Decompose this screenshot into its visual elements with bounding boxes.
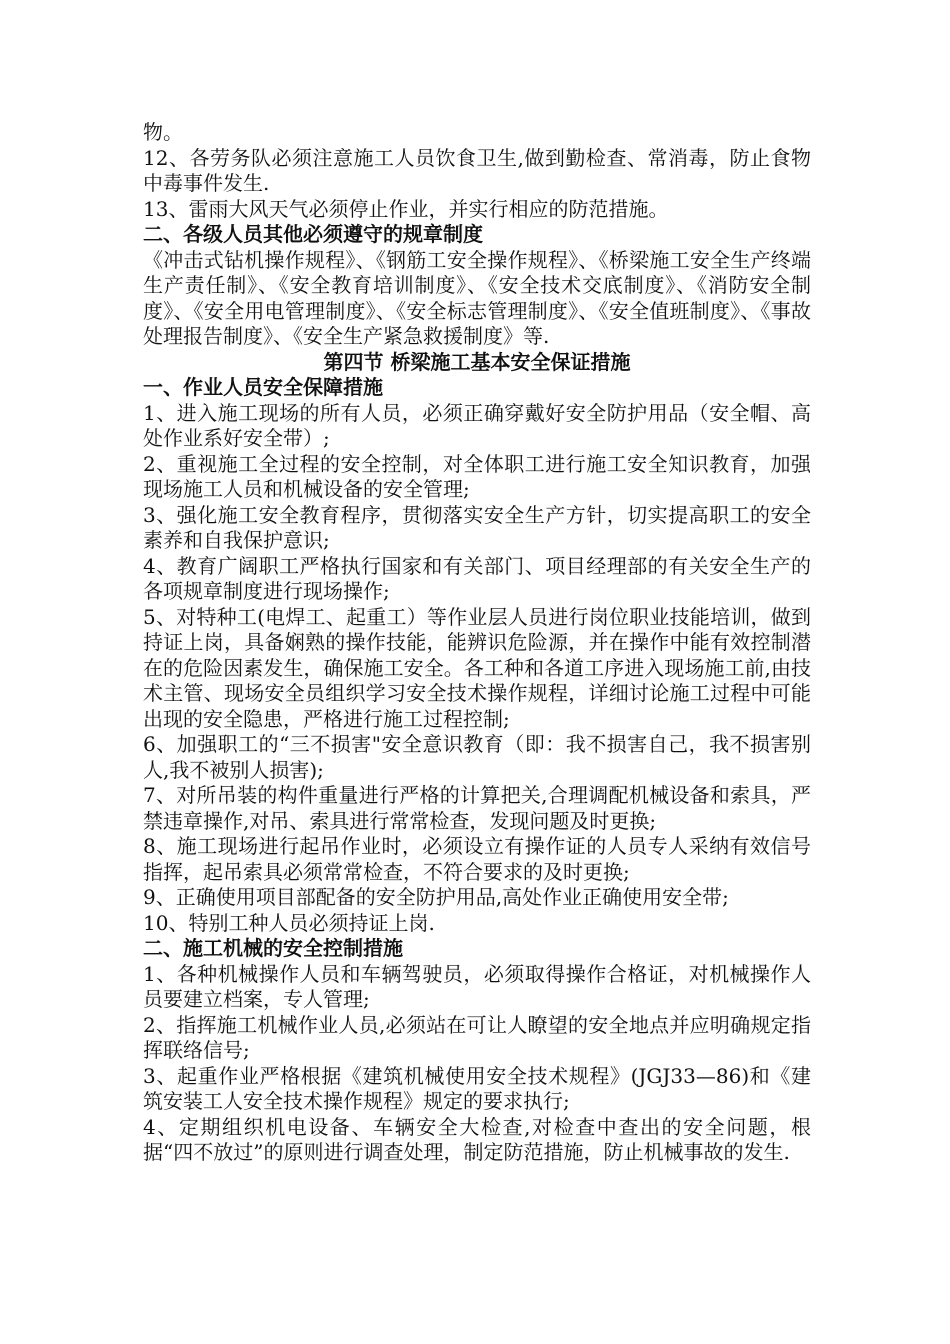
subheading-machinery-safety: 二、施工机械的安全控制措施	[143, 936, 403, 960]
rule-item-12: 12、各劳务队必须注意施工人员饮食卫生,做到勤检查、常消毒，防止食物中毒事件发生.	[143, 145, 811, 195]
section-title: 第四节 桥梁施工基本安全保证措施	[323, 349, 631, 374]
worker-safety-item-7: 7、对所吊装的构件重量进行严格的计算把关,合理调配机械设备和索具，严禁违章操作,对吊、索具进行常常检查，发现问题及时更换;	[143, 783, 811, 833]
subheading-other-regulations: 二、各级人员其他必须遵守的规章制度	[143, 222, 483, 246]
paragraph-continuation: 物。	[143, 120, 183, 144]
worker-safety-item-9: 9、正确使用项目部配备的安全防护用品,高处作业正确使用安全带;	[143, 885, 729, 909]
worker-safety-item-2: 2、重视施工全过程的安全控制，对全体职工进行施工安全知识教育，加强现场施工人员和机械设备的安全管理;	[143, 451, 811, 501]
worker-safety-item-6: 6、加强职工的“三不损害"安全意识教育（即：我不损害自己，我不损害别人,我不被别人损害);	[143, 732, 811, 782]
worker-safety-item-8: 8、施工现场进行起吊作业时，必须设立有操作证的人员专人采纳有效信号指挥，起吊索具必须常常检查，不符合要求的及时更换;	[143, 834, 811, 884]
worker-safety-item-4: 4、教育广阔职工严格执行国家和有关部门、项目经理部的有关安全生产的各项规章制度进行现场操作;	[143, 553, 811, 603]
regulations-list: 《冲击式钻机操作规程》、《钢筋工安全操作规程》、《桥梁施工安全生产终端生产责任制》、《安全教育培训制度》、《安全技术交底制度》、《消防安全制度》、《安全用电管理制度》、《安全标志管理制度》、《安全值班制度》、《事故处理报告制度》、《安全生产紧急救援制度》等.	[143, 247, 811, 348]
worker-safety-item-5: 5、对特种工(电焊工、起重工）等作业层人员进行岗位职业技能培训，做到持证上岗，具备娴熟的操作技能，能辨识危险源，并在操作中能有效控制潜在的危险因素发生，确保施工安全。各工种和各道工序进入现场施工前,由技术主管、现场安全员组织学习安全技术操作规程，详细讨论施工过程中可能出现的安全隐患，严格进行施工过程控制;	[143, 604, 811, 731]
document-page	[143, 120, 811, 1166]
machinery-safety-item-4: 4、定期组织机电设备、车辆安全大检查,对检查中查出的安全问题，根据“四不放过”的原则进行调查处理，制定防范措施，防止机械事故的发生.	[143, 1114, 811, 1164]
worker-safety-item-1: 1、进入施工现场的所有人员，必须正确穿戴好安全防护用品（安全帽、高处作业系好安全带）;	[143, 400, 811, 450]
worker-safety-item-3: 3、强化施工安全教育程序，贯彻落实安全生产方针，切实提高职工的安全素养和自我保护意识;	[143, 502, 811, 552]
machinery-safety-item-1: 1、各种机械操作人员和车辆驾驶员，必须取得操作合格证，对机械操作人员要建立档案，专人管理;	[143, 961, 811, 1011]
subheading-worker-safety: 一、作业人员安全保障措施	[143, 375, 383, 399]
machinery-safety-item-3: 3、起重作业严格根据《建筑机械使用安全技术规程》(JGJ33—86)和《建筑安装工人安全技术操作规程》规定的要求执行;	[143, 1063, 811, 1113]
rule-item-13: 13、雷雨大风天气必须停止作业，并实行相应的防范措施。	[143, 196, 669, 221]
machinery-safety-item-2: 2、指挥施工机械作业人员,必须站在可让人瞭望的安全地点并应明确规定指挥联络信号;	[143, 1012, 811, 1062]
worker-safety-item-10: 10、特别工种人员必须持证上岗.	[143, 910, 435, 935]
